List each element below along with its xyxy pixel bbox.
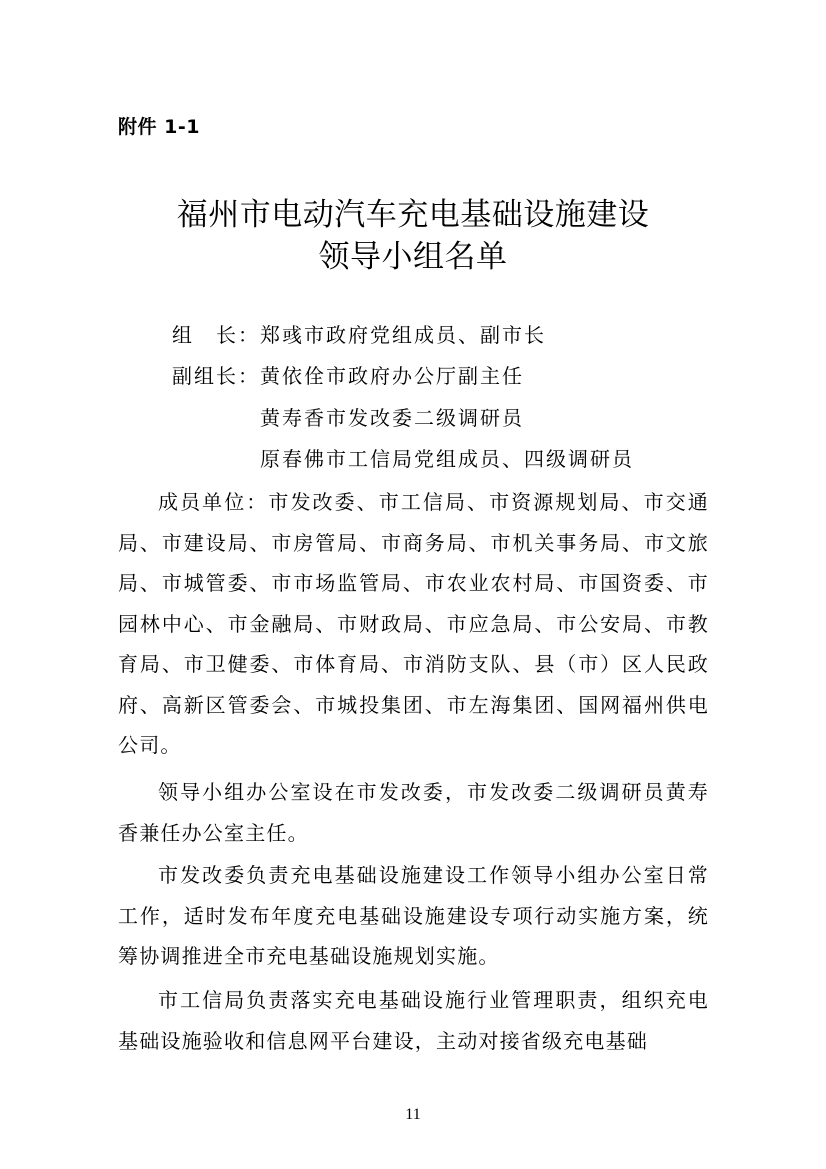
- deputy-line: [172, 362, 524, 390]
- deputy-member: 黄依佺市政府办公厅副主任: [260, 364, 524, 388]
- deputy-member: 黄寿香市发改委二级调研员: [260, 406, 524, 430]
- leader-line: [172, 321, 546, 349]
- deputy-label: 副组长：: [172, 364, 260, 388]
- attachment-label: 附件 1-1: [118, 116, 200, 138]
- deputy-member: 原春佛市工信局党组成员、四级调研员: [260, 447, 634, 471]
- member-units-paragraph: 成员单位：市发改委、市工信局、市资源规划局、市交通局、市建设局、市房管局、市商务局、市机关事务局、市文旅局、市城管委、市市场监管局、市农业农村局、市国资委、市园林中心、市金融局、市财政局、市应急局、市公安局、市教育局、市卫健委、市体育局、市消防支队、县（市）区人民政府、高新区管委会、市城投集团、市左海集团、国网福州供电公司。: [118, 490, 709, 757]
- document-title-line-1: 福州市电动汽车充电基础设施建设: [176, 197, 650, 233]
- leader-text: 郑彧市政府党组成员、副市长: [260, 323, 546, 347]
- office-paragraph: 领导小组办公室设在市发改委，市发改委二级调研员黄寿香兼任办公室主任。: [118, 780, 709, 845]
- document-title-line-2: 领导小组名单: [318, 239, 508, 275]
- leader-label: 组 长：: [172, 323, 260, 347]
- page-number: 11: [405, 1106, 421, 1123]
- industry-bureau-paragraph: 市工信局负责落实充电基础设施行业管理职责，组织充电基础设施验收和信息网平台建设，主动对接省级充电基础: [118, 988, 709, 1053]
- development-commission-paragraph: 市发改委负责充电基础设施建设工作领导小组办公室日常工作，适时发布年度充电基础设施建设专项行动实施方案，统筹协调推进全市充电基础设施规划实施。: [118, 863, 709, 968]
